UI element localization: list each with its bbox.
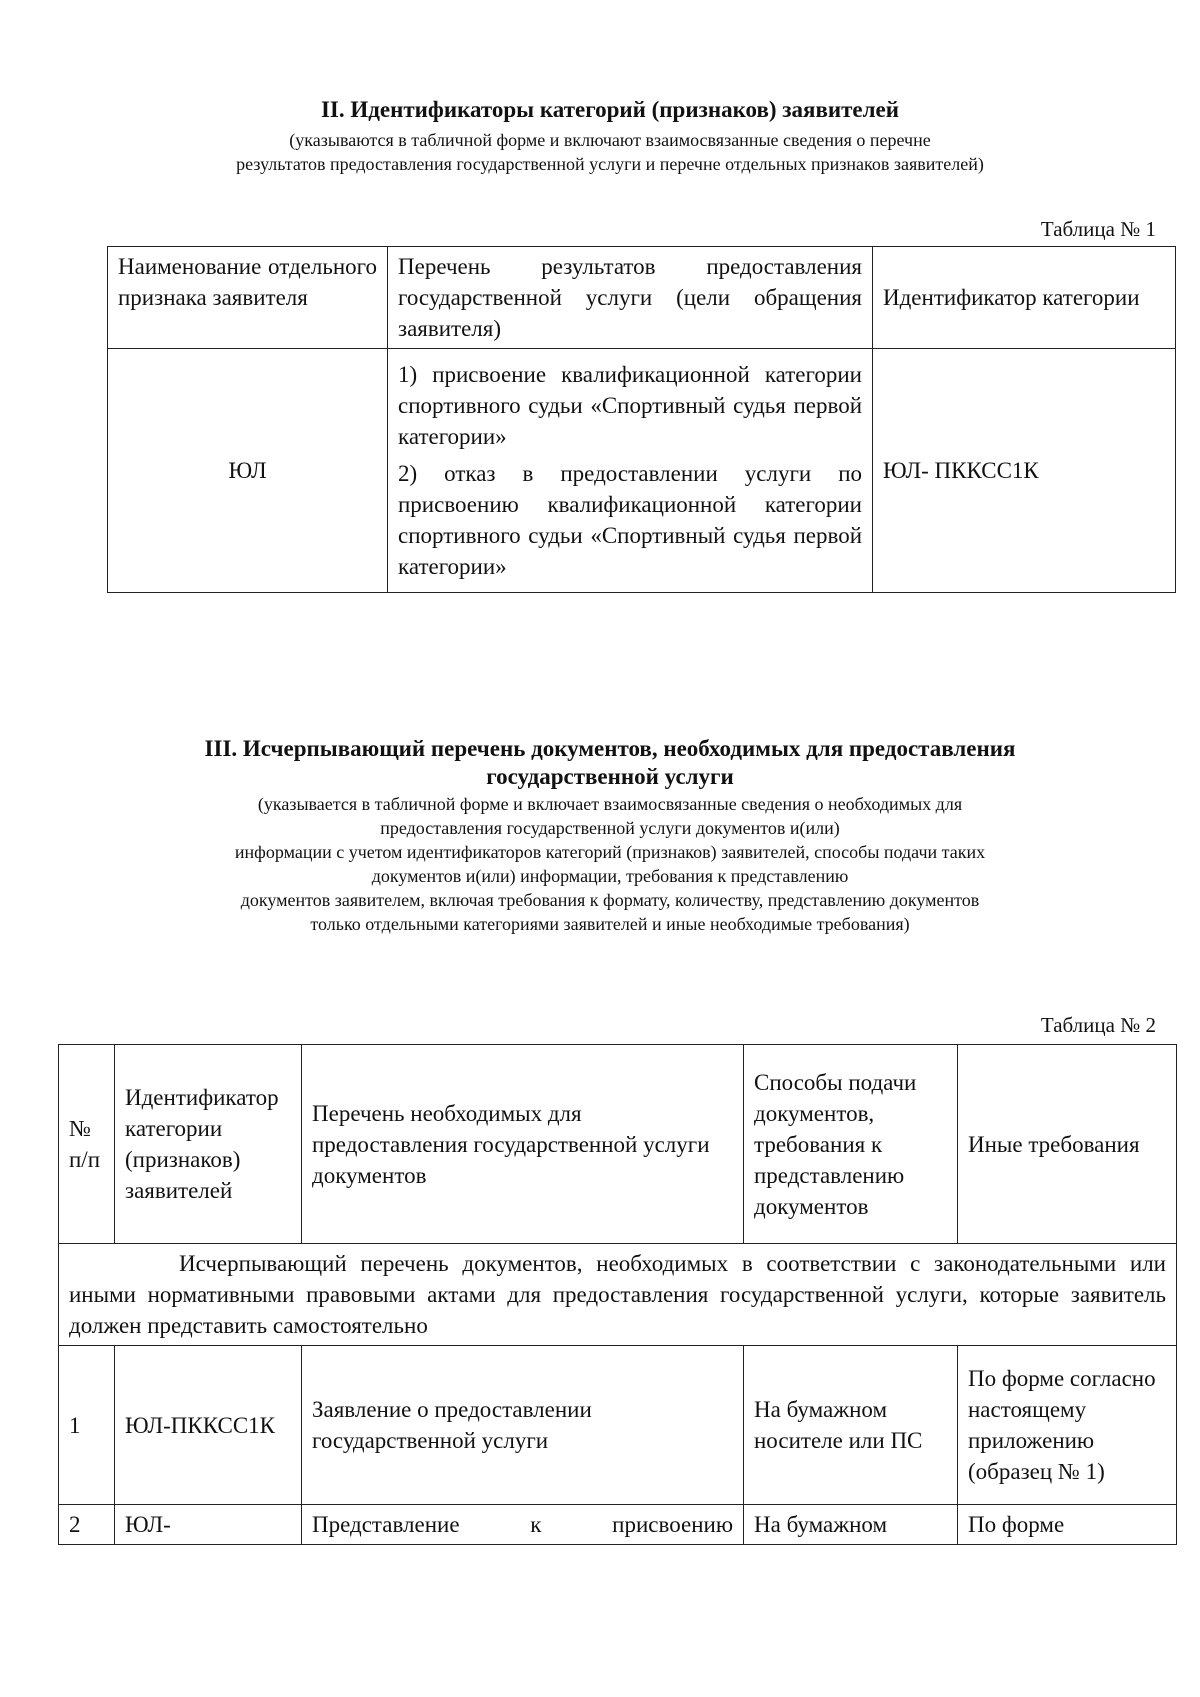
table2-caption: Таблица № 2: [1040, 1013, 1156, 1037]
table-row: [59, 1505, 1177, 1545]
table1-cell-results: [388, 349, 873, 593]
table1-header-row: [108, 247, 1176, 349]
table1-header-identifier: Идентификатор категории: [873, 247, 1176, 349]
table2-header-other: Иные требования: [958, 1045, 1177, 1244]
row1-num: 1: [59, 1346, 115, 1505]
table2-span-cell: Исчерпывающий перечень документов, необходимых в соответствии с законодательными или иными нормативными правовыми актами для предоставления государственной услуги, которые заявитель должен представить самостоятельно: [59, 1244, 1177, 1346]
table1-cell-identifier: ЮЛ- ПККСС1К: [873, 349, 1176, 593]
row2-doc: Представление к присвоению: [302, 1505, 744, 1545]
table1-header-sign: Наименование отдельного признака заявителя: [108, 247, 388, 349]
section2-title: II. Идентификаторы категорий (признаков) заявителей: [320, 97, 900, 122]
table-row: [59, 1346, 1177, 1505]
table1-cell-sign: ЮЛ: [108, 349, 388, 593]
table2: [58, 1044, 1177, 1545]
table2-header-row: [59, 1045, 1177, 1244]
table1-row: [108, 349, 1176, 593]
table2-header-id: Идентификатор категории (признаков) заявителей: [115, 1045, 302, 1244]
section3-subtitle: (указывается в табличной форме и включает взаимосвязанные сведения о необходимых для предоставления государственной услуги документов и(или) информации с учетом идентификаторов категорий (признаков) заявителей, способы подачи таких документов и(или) информации, требования к представлению документов заявителем, включая требования к формату, количеству, представлению документов только отдельными категориями заявителей и иные необходимые требования): [234, 794, 986, 934]
table1-header-results: Перечень результатов предоставления государственной услуги (цели обращения заявителя): [388, 247, 873, 349]
result-item-2: 2) отказ в предоставлении услуги по присвоению квалификационной категории спортивного судьи «Спортивный судья первой категории»: [398, 461, 862, 579]
row1-id: ЮЛ-ПККСС1К: [115, 1346, 302, 1505]
section2-subtitle: (указываются в табличной форме и включают взаимосвязанные сведения о перечне результатов предоставления государственной услуги и перечне отдельных признаков заявителей): [236, 130, 984, 174]
table2-header-num: № п/п: [59, 1045, 115, 1244]
table2-header-docs: Перечень необходимых для предоставления государственной услуги документов: [302, 1045, 744, 1244]
row1-method: На бумажном носителе или ПС: [744, 1346, 958, 1505]
table2-header-methods: Способы подачи документов, требования к представлению документов: [744, 1045, 958, 1244]
row2-id: ЮЛ-: [115, 1505, 302, 1545]
row1-doc: Заявление о предоставлении государственной услуги: [302, 1346, 744, 1505]
table1: [107, 246, 1176, 593]
row2-method: На бумажном: [744, 1505, 958, 1545]
table1-caption: Таблица № 1: [1040, 217, 1156, 241]
row1-other: По форме согласно настоящему приложению (образец № 1): [958, 1346, 1177, 1505]
row2-other: По форме: [958, 1505, 1177, 1545]
section3-title: III. Исчерпывающий перечень документов, необходимых для предоставления государственной услуги: [204, 736, 1016, 789]
table2-span-row: [59, 1244, 1177, 1346]
result-item-1: 1) присвоение квалификационной категории спортивного судьи «Спортивный судья первой категории»: [398, 362, 862, 449]
row2-num: 2: [59, 1505, 115, 1545]
